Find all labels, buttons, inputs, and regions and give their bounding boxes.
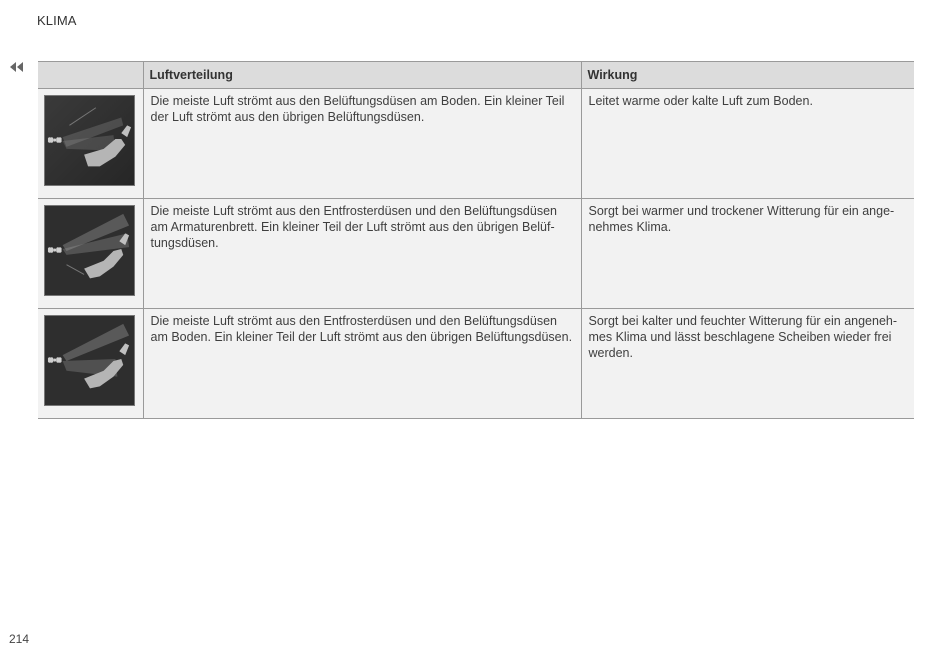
section-title: KLIMA [37, 13, 77, 28]
distribution-text: Die meiste Luft strömt aus den Belüftungsdüsen am Boden. Ein kleiner Teil der Luft strömt aus den übrigen Belüftungsdüsen. [143, 89, 581, 199]
airflow-defrost-floor-icon [44, 315, 135, 406]
page-number: 214 [9, 632, 30, 646]
table-row [38, 309, 914, 419]
air-distribution-table [38, 61, 914, 419]
icon-cell [38, 89, 143, 199]
distribution-text: Die meiste Luft strömt aus den Entfrosterdüsen und den Belüftungsdüsen am Armaturenbrett. Ein kleiner Teil der Luft strömt aus den übrigen Belüf-tungsdüsen. [143, 199, 581, 309]
effect-text: Leitet warme oder kalte Luft zum Boden. [581, 89, 914, 199]
table-row [38, 89, 914, 199]
effect-text: Sorgt bei warmer und trockener Witterung für ein ange-nehmes Klima. [581, 199, 914, 309]
distribution-text: Die meiste Luft strömt aus den Entfrosterdüsen und den Belüftungsdüsen am Boden. Ein kleiner Teil der Luft strömt aus den übrigen Belüftungsdüsen. [143, 309, 581, 419]
column-header-distribution: Luftverteilung [143, 62, 581, 89]
column-header-icon [38, 62, 143, 89]
double-left-arrow-icon[interactable] [9, 61, 25, 73]
icon-cell [38, 309, 143, 419]
airflow-floor-icon [44, 95, 135, 186]
icon-cell [38, 199, 143, 309]
table-header-row [38, 62, 914, 89]
table-row [38, 199, 914, 309]
airflow-defrost-dashboard-icon [44, 205, 135, 296]
column-header-effect: Wirkung [581, 62, 914, 89]
effect-text: Sorgt bei kalter und feuchter Witterung für ein angeneh-mes Klima und lässt beschlagene Scheiben wieder frei werden. [581, 309, 914, 419]
